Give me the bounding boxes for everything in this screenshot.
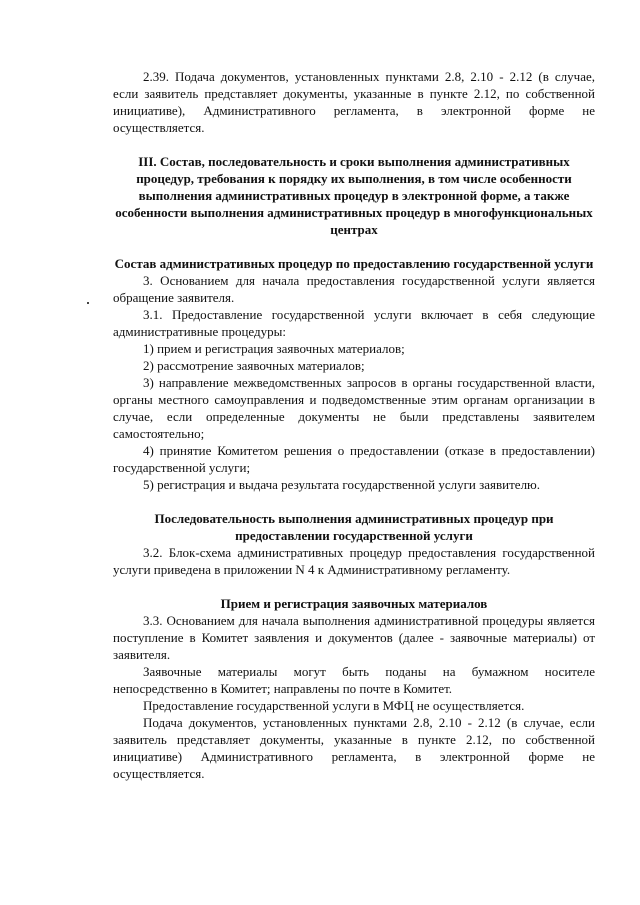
paragraph-3-1: 3.1. Предоставление государственной услуги включает в себя следующие административные процедуры: [113, 307, 595, 339]
procedure-item-4: 4) принятие Комитетом решения о предоставлении (отказе в предоставлении) государственной услуги; [113, 443, 595, 475]
subsection-reception-title: Прием и регистрация заявочных материалов [220, 596, 488, 611]
procedure-item-5: 5) регистрация и выдача результата государственной услуги заявителю. [143, 477, 541, 492]
paragraph-3-2: 3.2. Блок-схема административных процедур предоставления государственной услуги приведена в приложении N 4 к Административному регламенту. [113, 545, 595, 577]
paragraph-3-3-mfc: Предоставление государственной услуги в МФЦ не осуществляется. [143, 698, 525, 713]
section-iii-title: III. Состав, последовательность и сроки выполнения административных процедур, требования к порядку их выполнения, в том числе особенности выполнения административных процедур в электронной форме, а также особенности выполнения административных процедур в многофункциональных центрах [115, 154, 593, 237]
procedure-item-2: 2) рассмотрение заявочных материалов; [143, 358, 365, 373]
paragraph-3-3: 3.3. Основанием для начала выполнения административной процедуры является поступление в Комитет заявления и документов (далее - заявочные материалы) от заявителя. [113, 613, 595, 662]
procedure-item-1: 1) прием и регистрация заявочных материалов; [143, 341, 405, 356]
document-page [113, 68, 595, 782]
procedure-item-3: 3) направление межведомственных запросов в органы государственной власти, органы местного самоуправления и подведомственные этим органам организации в случае, если определенные документы не были представлены заявителем самостоятельно; [113, 375, 595, 441]
paragraph-3-3-materials: Заявочные материалы могут быть поданы на бумажном носителе непосредственно в Комитет; направлены по почте в Комитет. [113, 664, 595, 696]
paragraph-3: 3. Основанием для начала предоставления государственной услуги является обращение заявителя. [113, 273, 595, 305]
subsection-sequence-title: Последовательность выполнения административных процедур при предоставлении государственной услуги [154, 511, 554, 543]
scan-speck [87, 302, 89, 304]
paragraph-2-39: 2.39. Подача документов, установленных пунктами 2.8, 2.10 - 2.12 (в случае, если заявитель представляет документы, указанные в пункте 2.12, по собственной инициативе), Административного регламента, в электронной форме не осуществляется. [113, 69, 595, 135]
paragraph-3-3-electronic: Подача документов, установленных пунктами 2.8, 2.10 - 2.12 (в случае, если заявитель представляет документы, указанные в пункте 2.12, по собственной инициативе) Административного регламента, в электронной форме не осуществляется. [113, 715, 595, 781]
subsection-composition-title: Состав административных процедур по предоставлению государственной услуги [114, 256, 594, 271]
